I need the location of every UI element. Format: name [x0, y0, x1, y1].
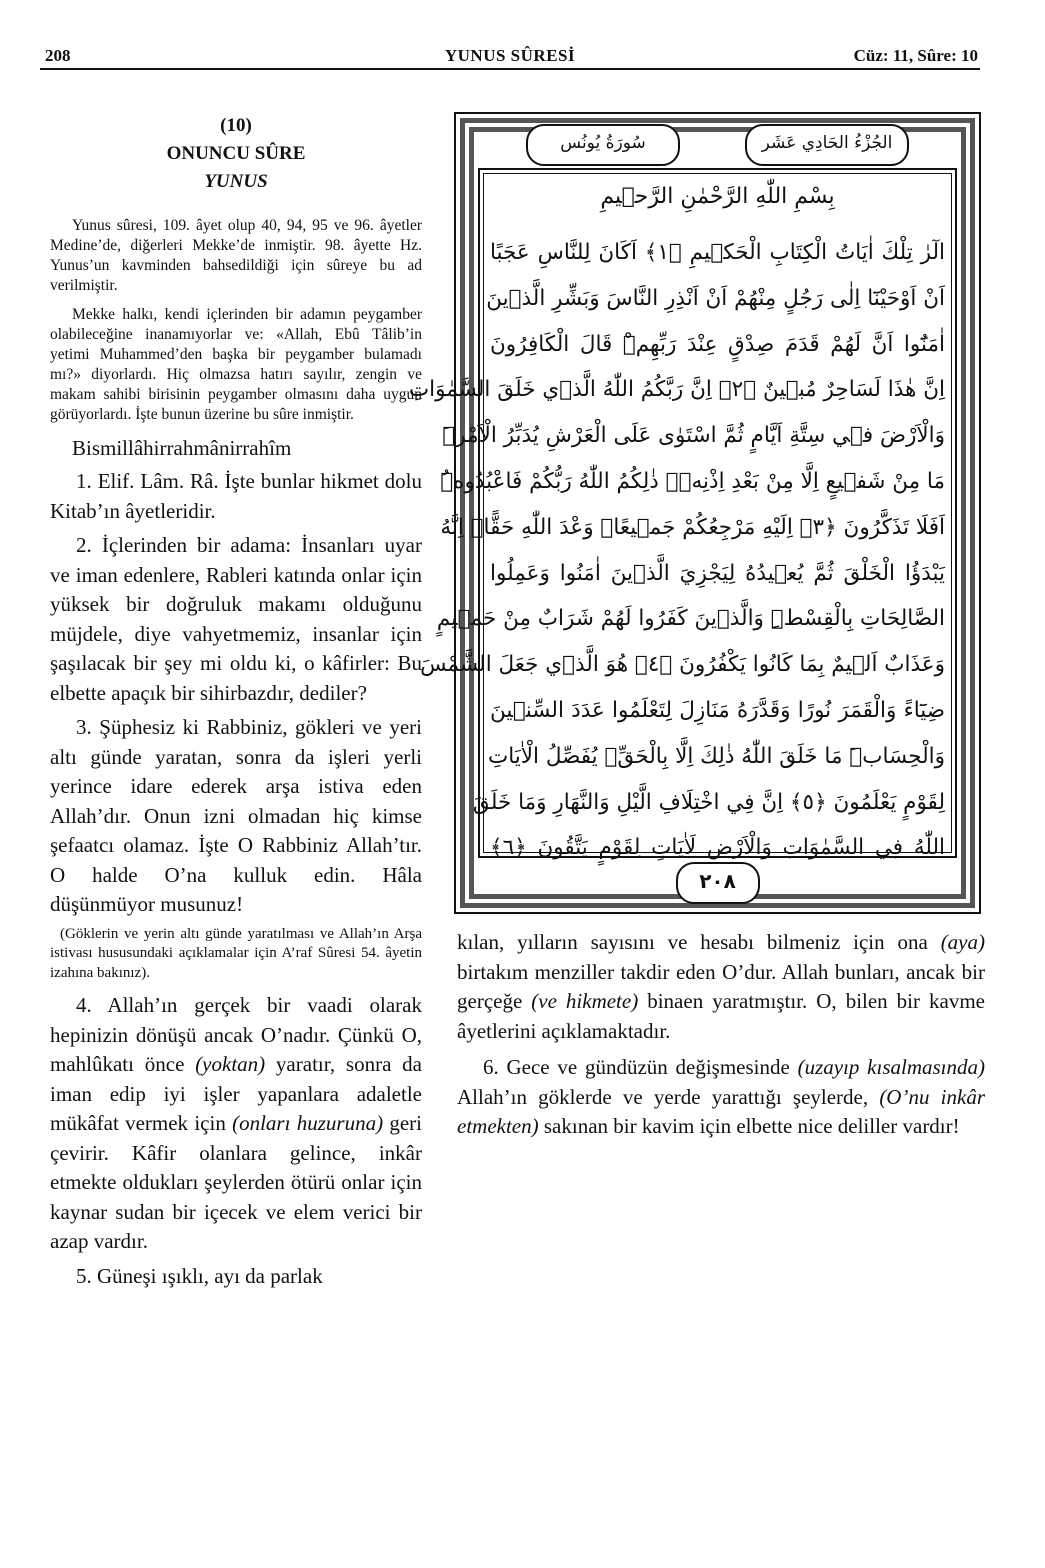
sure-heading — [50, 112, 422, 196]
sure-ordinal: ONUNCU SÛRE — [166, 143, 306, 164]
verse-3: 3. Şüphesiz ki Rabbiniz, gökleri ve yeri altı günde yaratan, sonra da işleri yerli yerince idare ederek arşa istiva eden Allah’dır. Onun izni olmadan hiç kimse şefaatcı olamaz. İşte O Rabbiniz Allah’tır. O halde O’na kulluk edin. Hâla düşünmüyor musunuz! — [50, 715, 422, 916]
verse-italic: (O’nu inkâr etmekten) — [457, 1084, 985, 1138]
verse-italic: (onları huzuruna) — [232, 1111, 384, 1135]
verse-1: 1. Elif. Lâm. Râ. İşte bunlar hikmet dolu Kitab’ın âyetleridir. — [50, 469, 422, 523]
left-column — [50, 112, 422, 1296]
arabic-text — [408, 230, 945, 871]
verse-text: sakınan bir kavim için elbette nice deliller vardır! — [538, 1114, 960, 1138]
bismillah-translation: Bismillâhirrahmânirrahîm — [72, 436, 292, 460]
mushaf-frame — [408, 112, 981, 914]
verse-6 — [457, 1053, 985, 1142]
arabic-line: اٰمَنُٓوا اَنَّ لَهُمْ قَدَمَ صِدْقٍ عِنْدَ رَبِّهِمْۜ قَالَ الْكَافِرُونَ — [490, 331, 945, 357]
verse-5-start: 5. Güneşi ışıklı, ayı da parlak — [76, 1263, 323, 1288]
arabic-line: اللّٰهُ فِي السَّمٰوَاتِ وَالْاَرْضِ لَاٰيَاتٍ لِقَوْمٍ يَتَّقُونَ ﴿٦﴾ — [490, 835, 945, 861]
verse-text: binaen yaratmıştır. O, bilen bir kavme âyetlerini açıklamaktadır. — [457, 989, 985, 1043]
intro-paragraph: Mekke halkı, kendi içlerinden bir adamın peygamber olabileceğine inanamıyorlar ve: «Allah, Ebû Tâlib’in yetimi Muhammed’den başka bir peygamber bulamadı mı?» diyorlardı. Hiç olmazsa hatırı sayılır, zengin ve makam sahibi birisinin peygamber olmasını daha uygun görüyorlardı. İşte bunun üzerine bu sûre inmiştir. — [50, 306, 422, 423]
juz-cartouche: الجُزْءُ الحَادِي عَشَر — [745, 124, 909, 166]
surah-cartouche: سُورَةُ يُونُس — [526, 124, 680, 166]
verse-text: yaratır, sonra da iman edip iyi işler yapanlara adaletle mükâfat vermek için — [50, 1052, 423, 1135]
verse-italic: (aya) — [940, 930, 985, 954]
verse-4 — [50, 991, 422, 1257]
verse-2: 2. İçlerinden bir adama: İnsanları uyar ve iman edenlere, Rableri katında onlar için yüksek bir doğruluk makamı olduğunu müjdele, diye vahyetmemiz, insanlar için şaşılacak bir şey mi oldu ki, o kâfirler: Bu elbette apaçık bir sihirbazdır, dediler? — [50, 533, 422, 705]
sure-number: (10) — [220, 115, 252, 136]
header-location: Cüz: 11, Sûre: 10 — [853, 46, 978, 65]
running-header — [40, 44, 980, 70]
verse-text: geri çevirir. Kâfir olanlara gelince, inkâr etmekte oldukları şeylerden ötürü onlar için kaynar sudan bir içecek ve elem verici bir azap vardır. — [50, 1111, 422, 1253]
arabic-line: مَا مِنْ شَف۪يعٍ اِلَّا مِنْ بَعْدِ اِذْنِه۪ۜ ذٰلِكُمُ اللّٰهُ رَبُّكُمْ فَاعْبُدُوهُۜ — [440, 468, 945, 494]
explanatory-note: (Göklerin ve yerin altı günde yaratılması ve Allah’ın Arşa istivası hususundaki açıklamalar için A’raf Sûresi 54. âyetin izahına bakınız). — [50, 925, 422, 981]
arabic-basmala: بِسْمِ اللّٰهِ الرَّحْمٰنِ الرَّح۪يمِ — [600, 184, 835, 209]
arabic-line: وَالْاَرْضَ ف۪ي سِتَّةِ اَيَّامٍ ثُمَّ اسْتَوٰى عَلَى الْعَرْشِ يُدَبِّرُ الْاَمْرَۜ — [442, 423, 945, 449]
verse-text: 4. Allah’ın gerçek bir vaadi olarak hepinizin dönüşü ancak O’nadır. Çünkü O, mahlûkatı önce — [50, 993, 422, 1076]
arabic-line: لِقَوْمٍ يَعْلَمُونَ ﴿٥﴾ اِنَّ فِي اخْتِلَافِ الَّيْلِ وَالنَّهَارِ وَمَا خَلَقَ — [472, 789, 945, 815]
verse-text: Allah’ın göklerde ve yerde yarattığı şeylerde, — [457, 1084, 880, 1109]
arabic-line: اِنَّ هٰذَا لَسَاحِرٌ مُب۪ينٌ ﴿٢﴾ اِنَّ رَبَّكُمُ اللّٰهُ الَّذ۪ي خَلَقَ السَّمٰوَاتِ — [408, 377, 945, 403]
arabic-line: وَالْحِسَابَۜ مَا خَلَقَ اللّٰهُ ذٰلِكَ اِلَّا بِالْحَقِّۚ يُفَصِّلُ الْاٰيَاتِ — [488, 743, 945, 769]
header-rule — [40, 68, 980, 70]
verse-5-cont — [457, 928, 985, 1046]
arabic-line: وَعَذَابٌ اَل۪يمٌ بِمَا كَانُوا يَكْفُرُونَ ﴿٤﴾ هُوَ الَّذ۪ي جَعَلَ الشَّمْسَ — [420, 652, 945, 678]
arabic-line: الصَّالِحَاتِ بِالْقِسْطِۜ وَالَّذ۪ينَ كَفَرُوا لَهُمْ شَرَابٌ مِنْ حَم۪يمٍ — [436, 606, 945, 632]
arabic-line: ضِيَٓاءً وَالْقَمَرَ نُورًا وَقَدَّرَهُ مَنَازِلَ لِتَعْلَمُوا عَدَدَ السِّن۪ينَ — [490, 697, 945, 723]
arabic-line: اَفَلَا تَذَكَّرُونَ ﴿٣﴾ اِلَيْهِ مَرْجِعُكُمْ جَم۪يعًاۜ وَعْدَ اللّٰهِ حَقًّاۜ اِنَّهُ — [440, 514, 945, 540]
verse-italic: (ve hikmete) — [531, 989, 639, 1013]
intro-paragraph: Yunus sûresi, 109. âyet olup 40, 94, 95 ve 96. âyetler Medine’de, diğerleri Mekke’de inmiştir. 98. âyette Hz. Yunus’un kavminden bahsedildiği için sûreye bu ad verilmiştir. — [50, 217, 422, 294]
page-number: 208 — [45, 46, 71, 65]
mushaf-text-panel — [408, 168, 957, 861]
verse-text: 6. Gece ve gündüzün değişmesinde — [483, 1055, 798, 1079]
header-title: YUNUS SÛRESİ — [444, 46, 576, 65]
arabic-line: اَنْ اَوْحَيْنَٓا اِلٰى رَجُلٍ مِنْهُمْ اَنْ اَنْذِرِ النَّاسَ وَبَشِّرِ الَّذ۪ينَ — [486, 285, 945, 311]
right-column — [457, 928, 985, 1149]
verse-text: birtakım menziller takdir eden O’dur. Allah bunları, ancak bir gerçeğe — [457, 959, 985, 1013]
verse-italic: (uzayıp kısalmasında) — [797, 1055, 985, 1079]
arabic-line: يَبْدَؤُا الْخَلْقَ ثُمَّ يُع۪يدُهُ لِيَجْزِيَ الَّذ۪ينَ اٰمَنُوا وَعَمِلُوا — [490, 560, 945, 586]
verse-italic: (yoktan) — [195, 1052, 266, 1076]
sure-name: YUNUS — [204, 171, 268, 192]
verse-text: kılan, yılların sayısını ve hesabı bilmeniz için ona — [457, 930, 941, 954]
arabic-line: الٓرٰ تِلْكَ اٰيَاتُ الْكِتَابِ الْحَك۪يمِ ﴿١﴾ اَكَانَ لِلنَّاسِ عَجَبًا — [490, 240, 945, 265]
mushaf-page-number: ٢٠٨ — [676, 862, 760, 904]
